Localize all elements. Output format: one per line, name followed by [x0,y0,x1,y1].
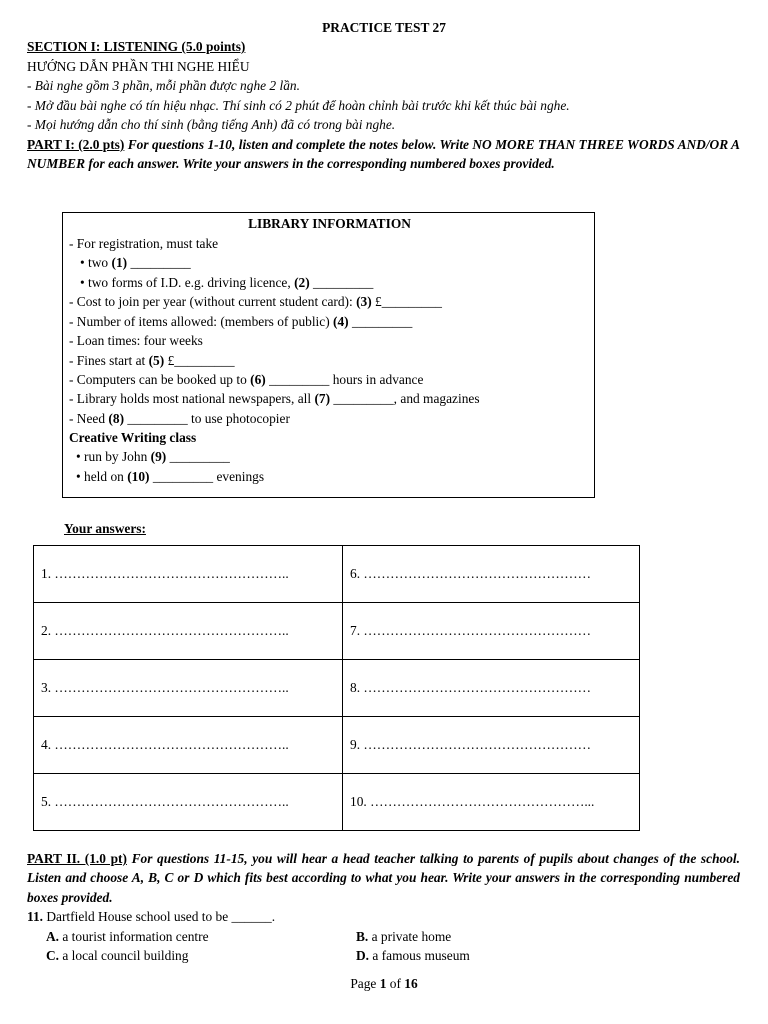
answer-blank: _________ [309,275,374,290]
notes-text: • two [80,255,112,270]
option-text: a tourist information centre [59,929,209,944]
notes-text: • two forms of I.D. e.g. driving licence, [80,275,295,290]
page-title: PRACTICE TEST 27 [322,20,446,35]
table-row [34,660,640,717]
answer-cell-2[interactable]: 2. …………………………………………….. [34,603,343,660]
answer-cell-9[interactable]: 9. …………………………………………… [343,717,640,774]
creative-writing-title: Creative Writing class [69,430,197,445]
option-text: a famous museum [369,948,470,963]
notes-text: - Computers can be booked up to [69,372,251,387]
option-text: a private home [368,929,452,944]
question-number: 11. [27,909,43,924]
notes-text: • run by John [76,449,151,464]
option-letter: D. [356,948,370,963]
question-number: (10) [127,469,150,484]
option-a[interactable] [46,927,209,946]
answer-cell-6[interactable]: 6. …………………………………………… [343,546,640,603]
notes-line: - Loan times: four weeks [69,333,203,348]
instructions-title: HƯỚNG DẪN PHẦN THI NGHE HIỂU [27,59,250,74]
answer-blank: _________ evenings [149,469,265,484]
answer-blank: _________ [166,449,230,464]
answer-blank: _________ to use photocopier [124,411,290,426]
question-number: (4) [333,314,349,329]
question-number: (2) [294,275,310,290]
option-text: a local council building [59,948,189,963]
notes-line [76,467,264,486]
part2-instruction-text: For questions 11-15, you will hear a head teacher talking to parents of pupils about changes of the school. Listen and choose A, B, C or D which fits best according to what you hear. Write your answers in the corresponding numbered boxes provided. [27,851,740,905]
notes-text: - Need [69,411,109,426]
answer-blank: _________ [127,255,191,270]
notes-line [76,447,230,466]
part2-instructions [27,849,740,907]
notes-text: - Library holds most national newspapers, all [69,391,315,406]
notes-text: - Number of items allowed: (members of public) [69,314,334,329]
instruction-line: - Bài nghe gồm 3 phần, mỗi phần được nghe 2 lần. [27,78,300,93]
answer-cell-10[interactable]: 10. …………………………………………... [343,774,640,831]
section-heading [27,37,245,56]
answer-blank: £_________ [164,353,235,368]
question-number: (1) [111,255,128,270]
part1-instruction-text: For questions 1-10, listen and complete the notes below. Write NO MORE THAN THREE WORDS AND/OR A NUMBER for each answer. Write your answers in the corresponding numbered boxes provided. [27,137,740,172]
question-11 [27,907,275,926]
page-label: Page [350,976,380,991]
answer-blank: £_________ [371,294,443,309]
notes-line [69,409,290,428]
option-letter: C. [46,948,60,963]
current-page: 1 [379,976,387,991]
your-answers-label: Your answers: [64,521,146,536]
table-row [34,774,640,831]
library-information-box [62,212,595,498]
notes-line [69,370,423,389]
question-number: (7) [314,391,331,406]
answer-blank: _________, and magazines [330,391,480,406]
answer-blank: _________ [348,314,413,329]
answer-cell-4[interactable]: 4. …………………………………………….. [34,717,343,774]
question-number: (8) [108,411,125,426]
answer-cell-7[interactable]: 7. …………………………………………… [343,603,640,660]
question-text: Dartfield House school used to be ______. [43,909,276,924]
total-pages: 16 [404,976,418,991]
option-c[interactable] [46,946,188,965]
part1-instructions [27,135,740,174]
question-number: (5) [148,353,165,368]
answer-cell-5[interactable]: 5. …………………………………………….. [34,774,343,831]
option-letter: A. [46,929,60,944]
instruction-line: - Mở đầu bài nghe có tín hiệu nhạc. Thí sinh có 2 phút để hoàn chỉnh bài trước khi kết thúc bài nghe. [27,98,570,113]
notes-text: • held on [76,469,128,484]
question-number: (3) [356,294,372,309]
notes-text: - Fines start at [69,353,149,368]
question-number: (9) [150,449,167,464]
notes-line [69,312,412,331]
answer-cell-3[interactable]: 3. …………………………………………….. [34,660,343,717]
part1-label: PART I: (2.0 pts) [27,137,125,152]
answer-cell-1[interactable]: 1. …………………………………………….. [34,546,343,603]
instruction-line: - Mọi hướng dẫn cho thí sinh (bằng tiếng Anh) đã có trong bài nghe. [27,117,396,132]
section-heading-text: SECTION I: LISTENING (5.0 points) [27,39,246,54]
option-b[interactable] [356,927,451,946]
notes-line: - For registration, must take [69,236,219,251]
option-letter: B. [356,929,369,944]
notes-line [69,351,235,370]
answer-blank: _________ hours in advance [265,372,424,387]
table-row [34,546,640,603]
notes-line [69,292,442,311]
answer-table [33,545,640,831]
part2-label: PART II. (1.0 pt) [27,851,127,866]
option-d[interactable] [356,946,470,965]
notes-line [80,273,373,292]
notes-line [69,389,480,408]
page-of-label: of [386,976,405,991]
answer-cell-8[interactable]: 8. …………………………………………… [343,660,640,717]
table-row [34,717,640,774]
notes-text: - Cost to join per year (without current student card): [69,294,357,309]
notes-line [80,253,191,272]
library-box-title: LIBRARY INFORMATION [248,216,411,231]
table-row [34,603,640,660]
page-number [0,974,768,993]
question-number: (6) [250,372,266,387]
